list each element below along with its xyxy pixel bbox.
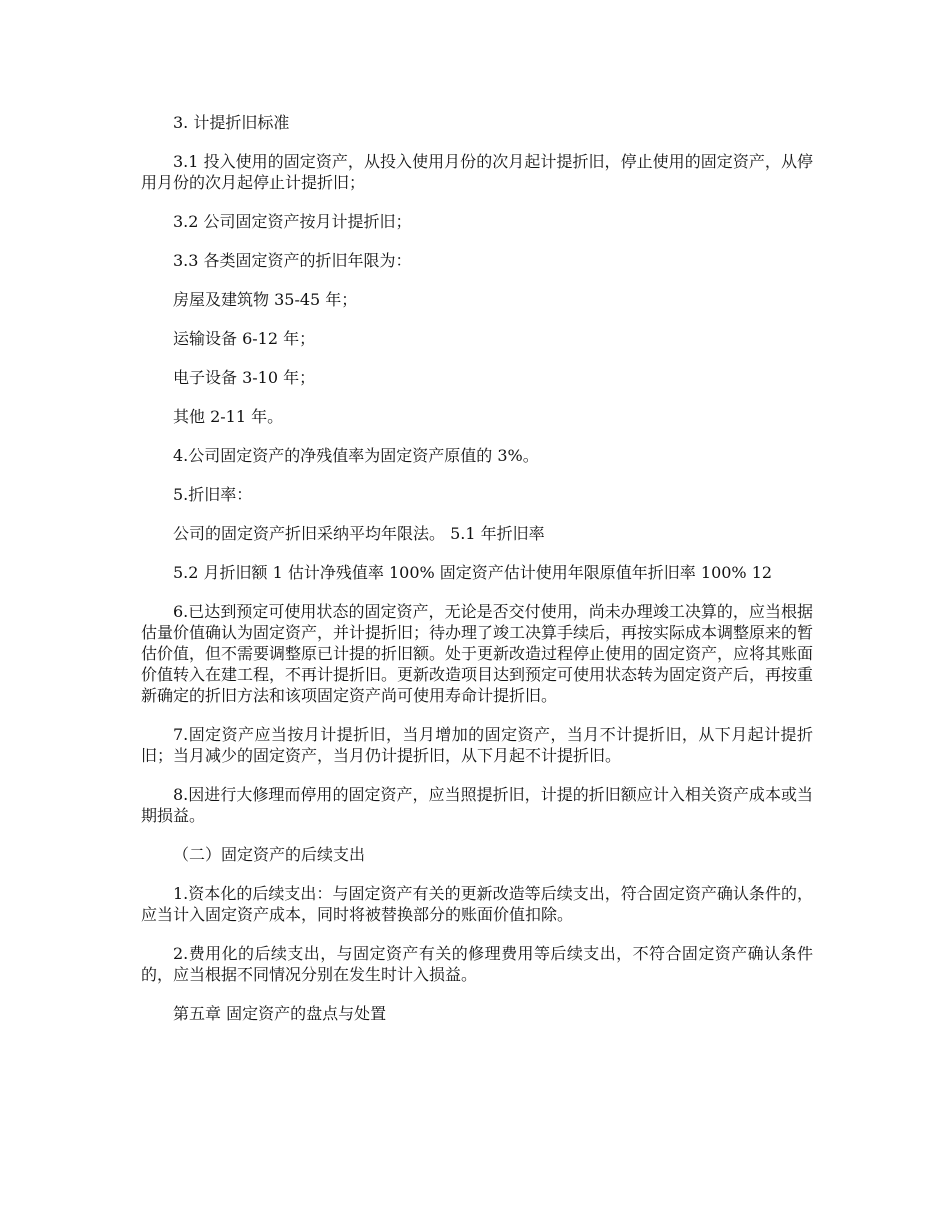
list-item-other: 其他 2-11 年。 (173, 407, 284, 426)
paragraph-expensed: 2.费用化的后续支出，与固定资产有关的修理费用等后续支出，不符合固定资产确认条件的，应当根据不同情况分别在发生时计入损益。 (141, 944, 813, 984)
paragraph-8: 8.因进行大修理而停用的固定资产，应当照提折旧，计提的折旧额应计入相关资产成本或当期损益。 (141, 785, 813, 825)
section-heading-subsequent-expenditure: （二）固定资产的后续支出 (173, 845, 366, 864)
paragraph-3-1: 3.1 投入使用的固定资产，从投入使用月份的次月起计提折旧，停止使用的固定资产，从停用月份的次月起停止计提折旧； (141, 152, 813, 192)
list-item-buildings: 房屋及建筑物 35-45 年； (173, 290, 358, 309)
list-item-transport: 运输设备 6-12 年； (173, 329, 316, 348)
paragraph-5-2: 5.2 月折旧额 1 估计净残值率 100% 固定资产估计使用年限原值年折旧率 100% 12 (173, 563, 773, 582)
paragraph-7: 7.固定资产应当按月计提折旧，当月增加的固定资产，当月不计提折旧，从下月起计提折旧；当月减少的固定资产，当月仍计提折旧，从下月起不计提折旧。 (141, 725, 813, 765)
paragraph-method: 公司的固定资产折旧采纳平均年限法。 5.1 年折旧率 (173, 524, 545, 543)
list-item-electronics: 电子设备 3-10 年； (173, 368, 316, 387)
paragraph-5: 5.折旧率： (173, 485, 253, 504)
paragraph-capitalized: 1.资本化的后续支出：与固定资产有关的更新改造等后续支出，符合固定资产确认条件的，应当计入固定资产成本，同时将被替换部分的账面价值扣除。 (141, 884, 813, 924)
paragraph-4: 4.公司固定资产的净残值率为固定资产原值的 3%。 (173, 446, 539, 465)
chapter-heading: 第五章 固定资产的盘点与处置 (173, 1004, 387, 1023)
document-body (141, 112, 813, 1042)
paragraph-3-2: 3.2 公司固定资产按月计提折旧； (173, 212, 412, 231)
section-heading-depreciation-standard: 3. 计提折旧标准 (173, 113, 290, 132)
paragraph-3-3: 3.3 各类固定资产的折旧年限为： (173, 251, 412, 270)
paragraph-6: 6.已达到预定可使用状态的固定资产，无论是否交付使用，尚未办理竣工决算的，应当根据估量价值确认为固定资产，并计提折旧；待办理了竣工决算手续后，再按实际成本调整原来的暂估价值，但不需要调整原已计提的折旧额。处于更新改造过程停止使用的固定资产，应将其账面价值转入在建工程，不再计提折旧。更新改造项目达到预定可使用状态转为固定资产后，再按重新确定的折旧方法和该项固定资产尚可使用寿命计提折旧。 (141, 602, 814, 705)
